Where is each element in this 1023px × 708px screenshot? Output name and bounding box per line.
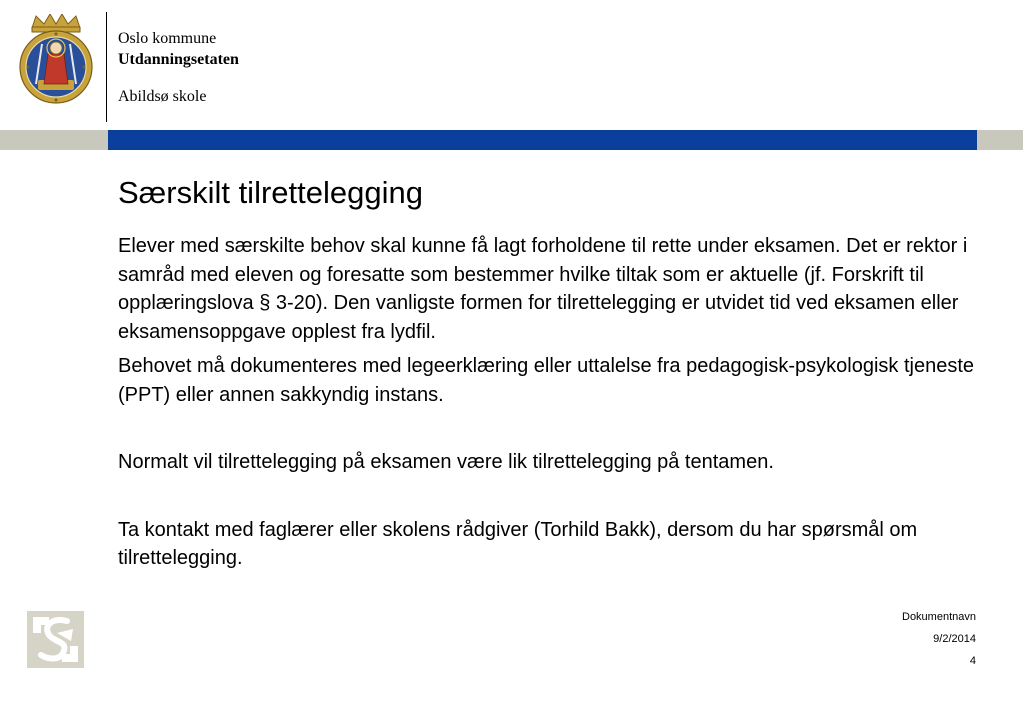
organization-block [118, 28, 239, 107]
header-band-blue [108, 130, 977, 150]
department-name: Utdanningsetaten [118, 51, 239, 68]
header-band-grey-right [977, 130, 1023, 150]
paragraph: Behovet må dokumenteres med legeerklæring eller uttalelse fra pedagogisk-psykologisk tjeneste (PPT) eller annen sakkyndig instans. [118, 355, 975, 406]
oslo-kommune-emblem-icon [27, 611, 84, 668]
slide-body [118, 232, 978, 573]
paragraph: Normalt vil tilrettelegging på eksamen være lik tilrettelegging på tentamen. [118, 451, 774, 473]
footer-meta [902, 606, 976, 672]
oslo-city-seal-icon [18, 14, 94, 106]
document-name: Dokumentnavn [902, 611, 976, 623]
page-number: 4 [969, 655, 976, 667]
document-date: 9/2/2014 [933, 633, 976, 645]
slide-title: Særskilt tilrettelegging [118, 175, 423, 210]
header-divider [106, 12, 107, 122]
org-name: Oslo kommune [118, 30, 217, 47]
header-band-grey-left [0, 130, 108, 150]
paragraph: Ta kontakt med faglærer eller skolens rådgiver (Torhild Bakk), dersom du har spørsmål om tilrettelegging. [118, 518, 918, 569]
paragraph: Elever med særskilte behov skal kunne få lagt forholdene til rette under eksamen. Det er rektor i samråd med eleven og foresatte som bestemmer hvilke tiltak som er aktuelle (jf. Forskrift til opplæringslova § 3-20). Den vanligste formen for tilrettelegging er utvidet tid ved eksamen eller eksamensoppgave opplest fra lydfil. [118, 235, 968, 343]
school-name: Abildsø skole [118, 88, 207, 105]
